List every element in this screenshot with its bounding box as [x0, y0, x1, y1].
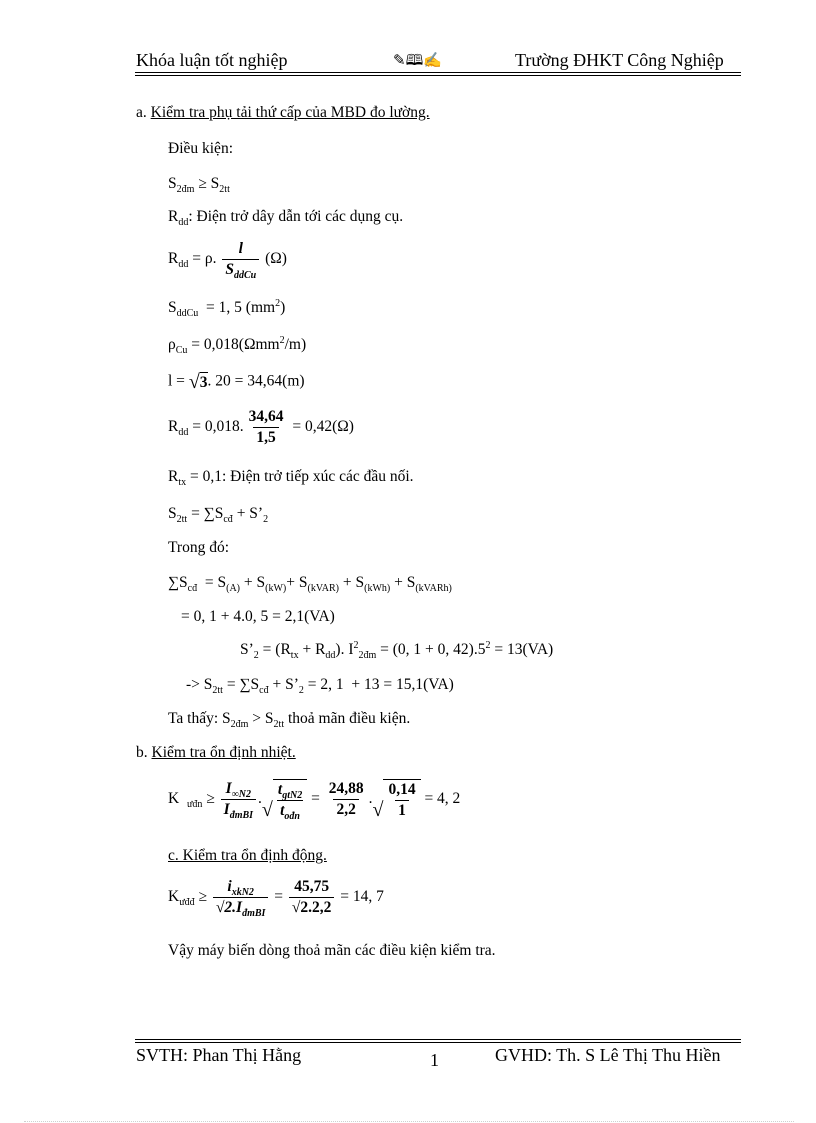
ta-thay-tail: thoả mãn điều kiện.	[287, 710, 411, 727]
footer-student: SVTH: Phan Thị Hằng	[136, 1045, 302, 1065]
footer-advisor: GVHD: Th. S Lê Thị Thu Hiền	[495, 1045, 721, 1065]
rtx-desc: = 0,1: Điện trở tiếp xúc các đầu nối.	[190, 468, 414, 485]
eq-rdd-formula: $R_{dd} = \rho$. $\frac{l}{S_{ddCu}}$ (Ω)	[168, 240, 287, 281]
header-ornament: ✎🕮✍	[393, 53, 442, 69]
trong-do: Trong đó:	[168, 539, 230, 556]
header-rule	[135, 72, 741, 73]
fraction-45-75-over-sqrt: $\frac{45,75}{√2.2,2}$	[289, 878, 335, 917]
rdd-definition: $R_{dd}$: Điện trở dây dẫn tới các dụng cụ.	[168, 208, 404, 228]
eq-s2tt-result: -> $S_{2tt} = \sum S_{cđ}$ + $S’_2 = 2$, 1 + 13 = 15,1(VA)	[186, 676, 454, 696]
eq-length: l = √ 3 . 20 = 34,64(m)	[168, 371, 305, 393]
eq-rdd-value: $R_{dd} = 0,018$. $\frac{34,64}{1,5}$ = 0,42(Ω)	[168, 408, 354, 446]
fraction-l-over-s: $\frac{l}{S_{ddCu}}$	[222, 240, 259, 279]
fraction-ixk-over-sqrt: $\frac{i_{xkN2}}{√2.I_{đmBI}}$	[213, 878, 269, 917]
eq-k-odn: K $_{ưđn}$ ≥ $\frac{I_{\infty N2}}{I_{đmBI}}$ . √ $\frac{t_{gtN2}}{t_{ođn}}$ = $\frac{24,88}{2,2}$ . √ $\frac{0,14}{1}$ = 4, 2	[168, 780, 461, 822]
eq-k-udd: $K_{ưđđ}$ ≥ $\frac{i_{xkN2}}{√2.I_{đmBI}}$ = $\frac{45,75}{√2.2,2}$ = 14, 7	[168, 878, 384, 919]
section-b-title: Kiểm tra ổn định nhiệt.	[151, 744, 296, 761]
sqrt-3: √ 3	[188, 371, 208, 393]
rdd-desc: : Điện trở dây dẫn tới các dụng cụ.	[188, 208, 404, 225]
eq-s2-prime: $S’_2 = (R_{tx} + R_{dd})$. $I^2_{2đm} = (0$, 1 + 0, $42).5^2 = 13(VA)$	[240, 640, 554, 661]
page-edge-line	[24, 1121, 794, 1122]
sqrt-0-14: √ $\frac{0,14}{1}$	[372, 779, 420, 820]
eq-sum-value: = 0, 1 + 4.0, 5 = 2,1(VA)	[181, 608, 335, 625]
section-a-title: Kiểm tra phụ tải thứ cấp của MBD đo lường.	[150, 104, 430, 121]
dieu-kien: Điều kiện:	[168, 140, 233, 157]
footer-rule	[135, 1039, 741, 1040]
section-a-heading	[136, 104, 430, 122]
footer-rule-2	[135, 1042, 741, 1043]
eq-s2tt: $S_{2tt} = \sum S_{cđ}$ + $S’_2$	[168, 505, 269, 525]
section-b-heading	[136, 744, 296, 762]
fraction-i-over-i: $\frac{I_{\infty N2}}{I_{đmBI}}$	[221, 780, 256, 819]
header-left: Khóa luận tốt nghiệp	[136, 50, 288, 70]
ta-thay-line: Ta thấy: $S_{2đm} > S_{2tt}$ thoả mãn điều kiện.	[168, 710, 411, 730]
header-rule-2	[135, 75, 741, 76]
ta-thay-label: Ta thấy: S	[168, 710, 231, 727]
rtx-definition: $R_{tx} = 0,1$: Điện trở tiếp xúc các đầu nối.	[168, 468, 414, 488]
page-number: 1	[430, 1050, 439, 1070]
fraction-24-88-over-2-2: $\frac{24,88}{2,2}$	[328, 780, 364, 818]
section-c-heading: c. Kiểm tra ổn định động.	[168, 847, 327, 864]
header-right: Trường ĐHKT Công Nghiệp	[515, 50, 724, 70]
section-b-label: b.	[136, 744, 152, 761]
eq-sddcu: $S_{ddCu} = 1$, 5 $(mm^2)$	[168, 298, 286, 319]
section-a-label: a.	[136, 104, 151, 121]
eq-s2dm-ge-s2tt: $S_{2đm} \ge S_{2tt}$	[168, 175, 230, 195]
fraction-34-64-over-1-5: $\frac{34,64}{1,5}$	[248, 408, 284, 446]
conclusion: Vậy máy biến dòng thoả mãn các điều kiện kiểm tra.	[168, 942, 496, 959]
eq-sum-scd: $\sum S_{cđ} = S_{(A)} + S_{(kW)}+ S_{(kVAR)} + S_{(kWh)} + S_{(kVARh)}$	[168, 574, 452, 594]
eq-rho-cu: $\rho_{Cu} = 0,018(\Omega mm^2/m)$	[168, 335, 307, 356]
sqrt-t-ratio: √ $\frac{t_{gtN2}}{t_{ođn}}$	[262, 779, 307, 820]
